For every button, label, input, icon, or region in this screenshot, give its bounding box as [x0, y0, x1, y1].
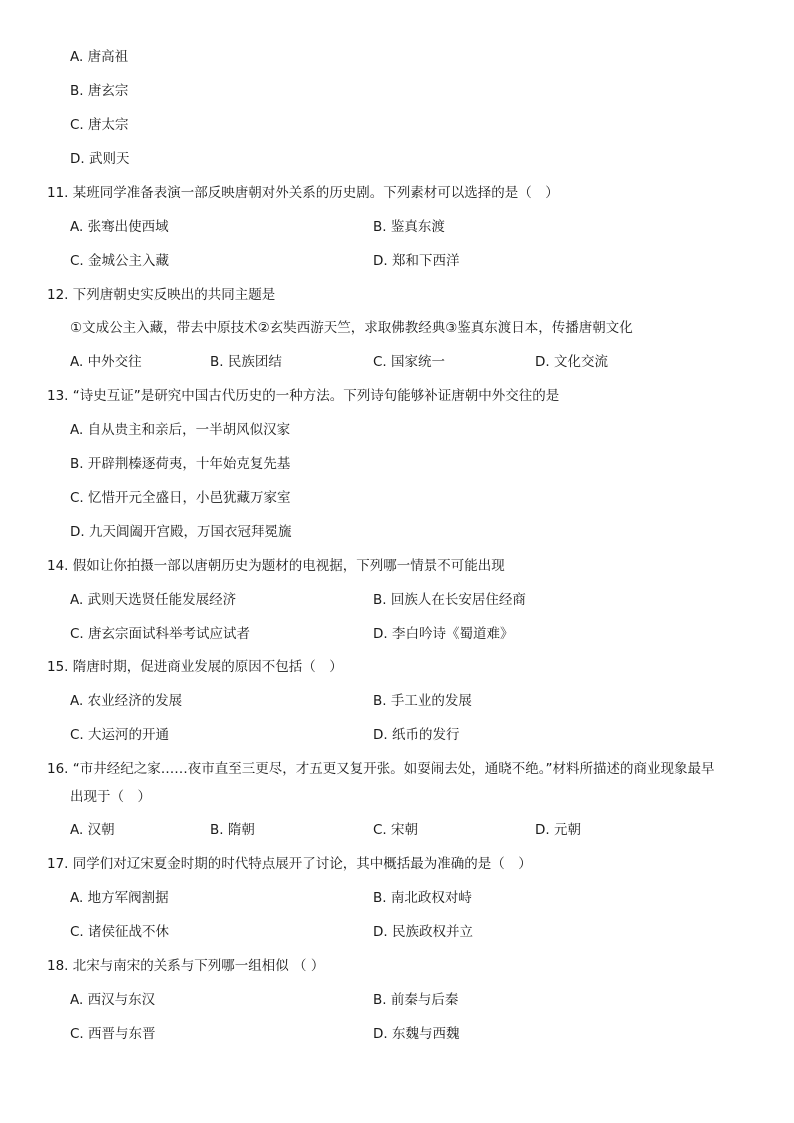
q11-stem: 11. 某班同学准备表演一部反映唐朝对外关系的历史剧。下列素材可以选择的是（ ） [47, 185, 559, 201]
q17-stem: 17. 同学们对辽宋夏金时期的时代特点展开了讨论，其中概括最为准确的是（ ） [47, 856, 532, 872]
q12-stem: 12. 下列唐朝史实反映出的共同主题是 [47, 287, 276, 303]
q13-stem: 13. “诗史互证”是研究中国古代历史的一种方法。下列诗句能够补证唐朝中外交往的是 [47, 388, 560, 404]
q13-option-c: C. 忆惜开元全盛日，小邑犹藏万家室 [70, 490, 291, 506]
q10-option-b: B. 唐玄宗 [70, 83, 129, 99]
q13-option-d: D. 九天阊阖开宫殿，万国衣冠拜冕旒 [70, 524, 292, 540]
q14-option-b: B. 回族人在长安居住经商 [373, 592, 526, 608]
q17-option-d: D. 民族政权并立 [373, 924, 473, 940]
q16-stem-line-2: 出现于（ ） [70, 789, 151, 805]
q18-option-a: A. 西汉与东汉 [70, 992, 156, 1008]
q16-option-b: B. 隋朝 [210, 822, 255, 838]
q14-stem: 14. 假如让你拍摄一部以唐朝历史为题材的电视据，下列哪一情景不可能出现 [47, 558, 505, 574]
q13-option-a: A. 自从贵主和亲后，一半胡风似汉家 [70, 422, 291, 438]
q15-stem: 15. 隋唐时期，促进商业发展的原因不包括（ ） [47, 659, 343, 675]
q12-option-a: A. 中外交往 [70, 354, 142, 370]
q12-option-c: C. 国家统一 [373, 354, 446, 370]
q15-option-c: C. 大运河的开通 [70, 727, 170, 743]
q15-option-a: A. 农业经济的发展 [70, 693, 183, 709]
q14-option-a: A. 武则天选贤任能发展经济 [70, 592, 237, 608]
q12-option-b: B. 民族团结 [210, 354, 282, 370]
q14-option-d: D. 李白吟诗《蜀道难》 [373, 626, 514, 642]
q15-option-d: D. 纸币的发行 [373, 727, 460, 743]
q11-option-b: B. 鉴真东渡 [373, 219, 445, 235]
q18-stem: 18. 北宋与南宋的关系与下列哪一组相似 （ ） [47, 958, 325, 974]
q11-option-d: D. 郑和下西洋 [373, 253, 460, 269]
q18-option-c: C. 西晋与东晋 [70, 1026, 156, 1042]
q16-option-d: D. 元朝 [535, 822, 581, 838]
q17-option-b: B. 南北政权对峙 [373, 890, 472, 906]
q14-option-c: C. 唐玄宗面试科举考试应试者 [70, 626, 251, 642]
q17-option-a: A. 地方军阀割据 [70, 890, 169, 906]
q10-option-d: D. 武则天 [70, 151, 130, 167]
q18-option-b: B. 前秦与后秦 [373, 992, 459, 1008]
q18-option-d: D. 东魏与西魏 [373, 1026, 460, 1042]
q16-stem-line-1: 16. “市井经纪之家……夜市直至三更尽，才五更又复开张。如耍闹去处，通晓不绝。”材料所描述的商业现象最早 [47, 761, 715, 777]
q11-option-a: A. 张骞出使西域 [70, 219, 169, 235]
q11-option-c: C. 金城公主入藏 [70, 253, 170, 269]
q16-option-c: C. 宋朝 [373, 822, 419, 838]
q16-option-a: A. 汉朝 [70, 822, 115, 838]
q15-option-b: B. 手工业的发展 [373, 693, 472, 709]
q13-option-b: B. 开辟荆榛逐荷夷，十年始克复先基 [70, 456, 291, 472]
q10-option-a: A. 唐高祖 [70, 49, 129, 65]
q12-material: ①文成公主入藏，带去中原技术②玄奘西游天竺，求取佛教经典③鉴真东渡日本，传播唐朝文化 [70, 320, 633, 336]
q12-option-d: D. 文化交流 [535, 354, 608, 370]
q17-option-c: C. 诸侯征战不休 [70, 924, 170, 940]
q10-option-c: C. 唐太宗 [70, 117, 129, 133]
